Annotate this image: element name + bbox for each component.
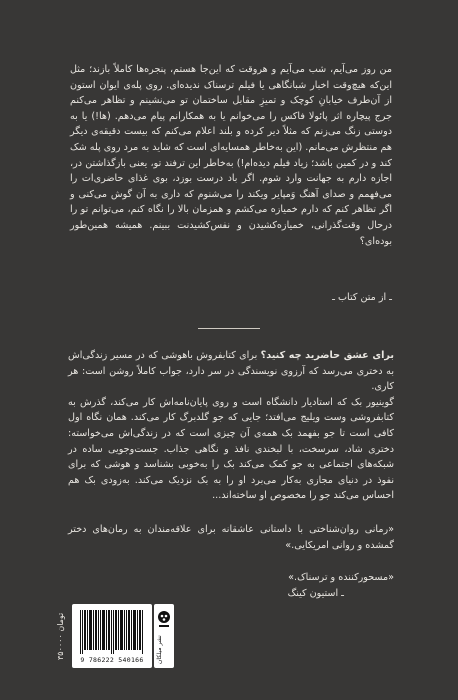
review-quote-1: «رمانی روان‌شناختی با داستانی عاشقانه برای علاقه‌مندان به رمان‌های دختر گمشده و روانی امریکایی.» (68, 524, 394, 551)
review-quote-2 (68, 570, 394, 601)
section-divider (198, 328, 260, 329)
blurb-paragraph (68, 348, 394, 504)
excerpt-source: ـ از متن کتاب ـ (332, 292, 392, 303)
isbn-number: 9 786222 540166 (80, 656, 144, 664)
blurb-text-1: برای کتابفروش باهوشی که در مسیر زندگی‌اش به دختری می‌رسد که آرزوی نویسندگی در سر دارد، جواب کاملاً روشن است: هر کاری. (68, 350, 394, 393)
barcode (72, 604, 152, 668)
excerpt-paragraph: من روز می‌آیم، شب می‌آیم و هروقت که این‌جا هستم، پنجره‌ها کاملاً بازند؛ مثل این‌که هیچ‌وقت اخبار شبانگاهی یا فیلم ترسناک ندیده‌ای. روی پله‌ی ایوان استون از آن‌طرف خیابانِ کوچک و تمیزِ مقابل ساختمان تو می‌نشینم و تظاهر می‌کنم جرج پیچاره اثر پائولا فاکس را می‌خوانم یا به همکارانم پیام می‌دهم. (ها!) یا به دوستی زنگ می‌زنم که مثلاً دیر کرده و بلند اعلام می‌کنم که بیست دقیقه‌ی دیگر هم منتظرش می‌مانم. (این به‌خاطر همسایه‌ای است که شاید به مرد روی پله شک کند و در کمین باشد؛ زیاد فیلم دیده‌ام!) به‌خاطر این ترفند تو، یعنی بازگذاشتن در، اجازه دارم به جهانت وارد شوم. اگر باد درست بوزد، بوی غذای حاضری‌ات را می‌فهمم و صدای آهنگ وَمپایر ویکند را می‌شنوم که داری به آن گوش می‌کنی و اگر تظاهر کنم که دارم خمیازه می‌کشم و همزمان بالا را نگاه کنم، می‌توانم تو را درحال وقت‌گذرانی، خمیازه‌کشیدن و نفس‌کشیدنت ببینم. همیشه همین‌طور بوده‌ای؟ (70, 64, 392, 247)
barcode-bars (80, 610, 144, 654)
price-label: ۳۵۰۰۰۰ تومان (56, 612, 65, 660)
blurb-lead: برای عشق حاضرید چه کنید؟ (260, 350, 394, 361)
review-quote-2-text: «مسحورکننده و ترسناک.» (288, 572, 394, 583)
blurb-text-2: گوینیور بک که استادیار دانشگاه است و روی پایان‌نامه‌اش کار می‌کند، گذرش به کتابفروشی وست ویلیج می‌افتد؛ جایی که جو گلدبرگ کار می‌کند. همان نگاه اول کافی است تا جو بفهمد بک همه‌ی آن چیزی است که در زندگی‌اش می‌خواسته: دختری شاد، سرسخت، با لبخندی نافذ و نگاهی جذاب. جست‌وجویی ساده در شبکه‌های اجتماعی به جو کمک می‌کند بک را به‌خوبی بشناسد و هوشی که برای نفوذ در دنیای مجازی به‌کار می‌برد او را به بک نزدیک می‌کند. به‌زودی بک هم احساس می‌کند جو را مخصوص او ساخته‌اند... (68, 396, 394, 502)
publisher-logo (154, 604, 174, 668)
barcode-area (52, 600, 172, 674)
publisher-name: نشر میلکان (156, 635, 163, 665)
review-quote-2-author: ـ استیون کینگ (287, 587, 344, 599)
publisher-emblem-icon (156, 610, 172, 630)
